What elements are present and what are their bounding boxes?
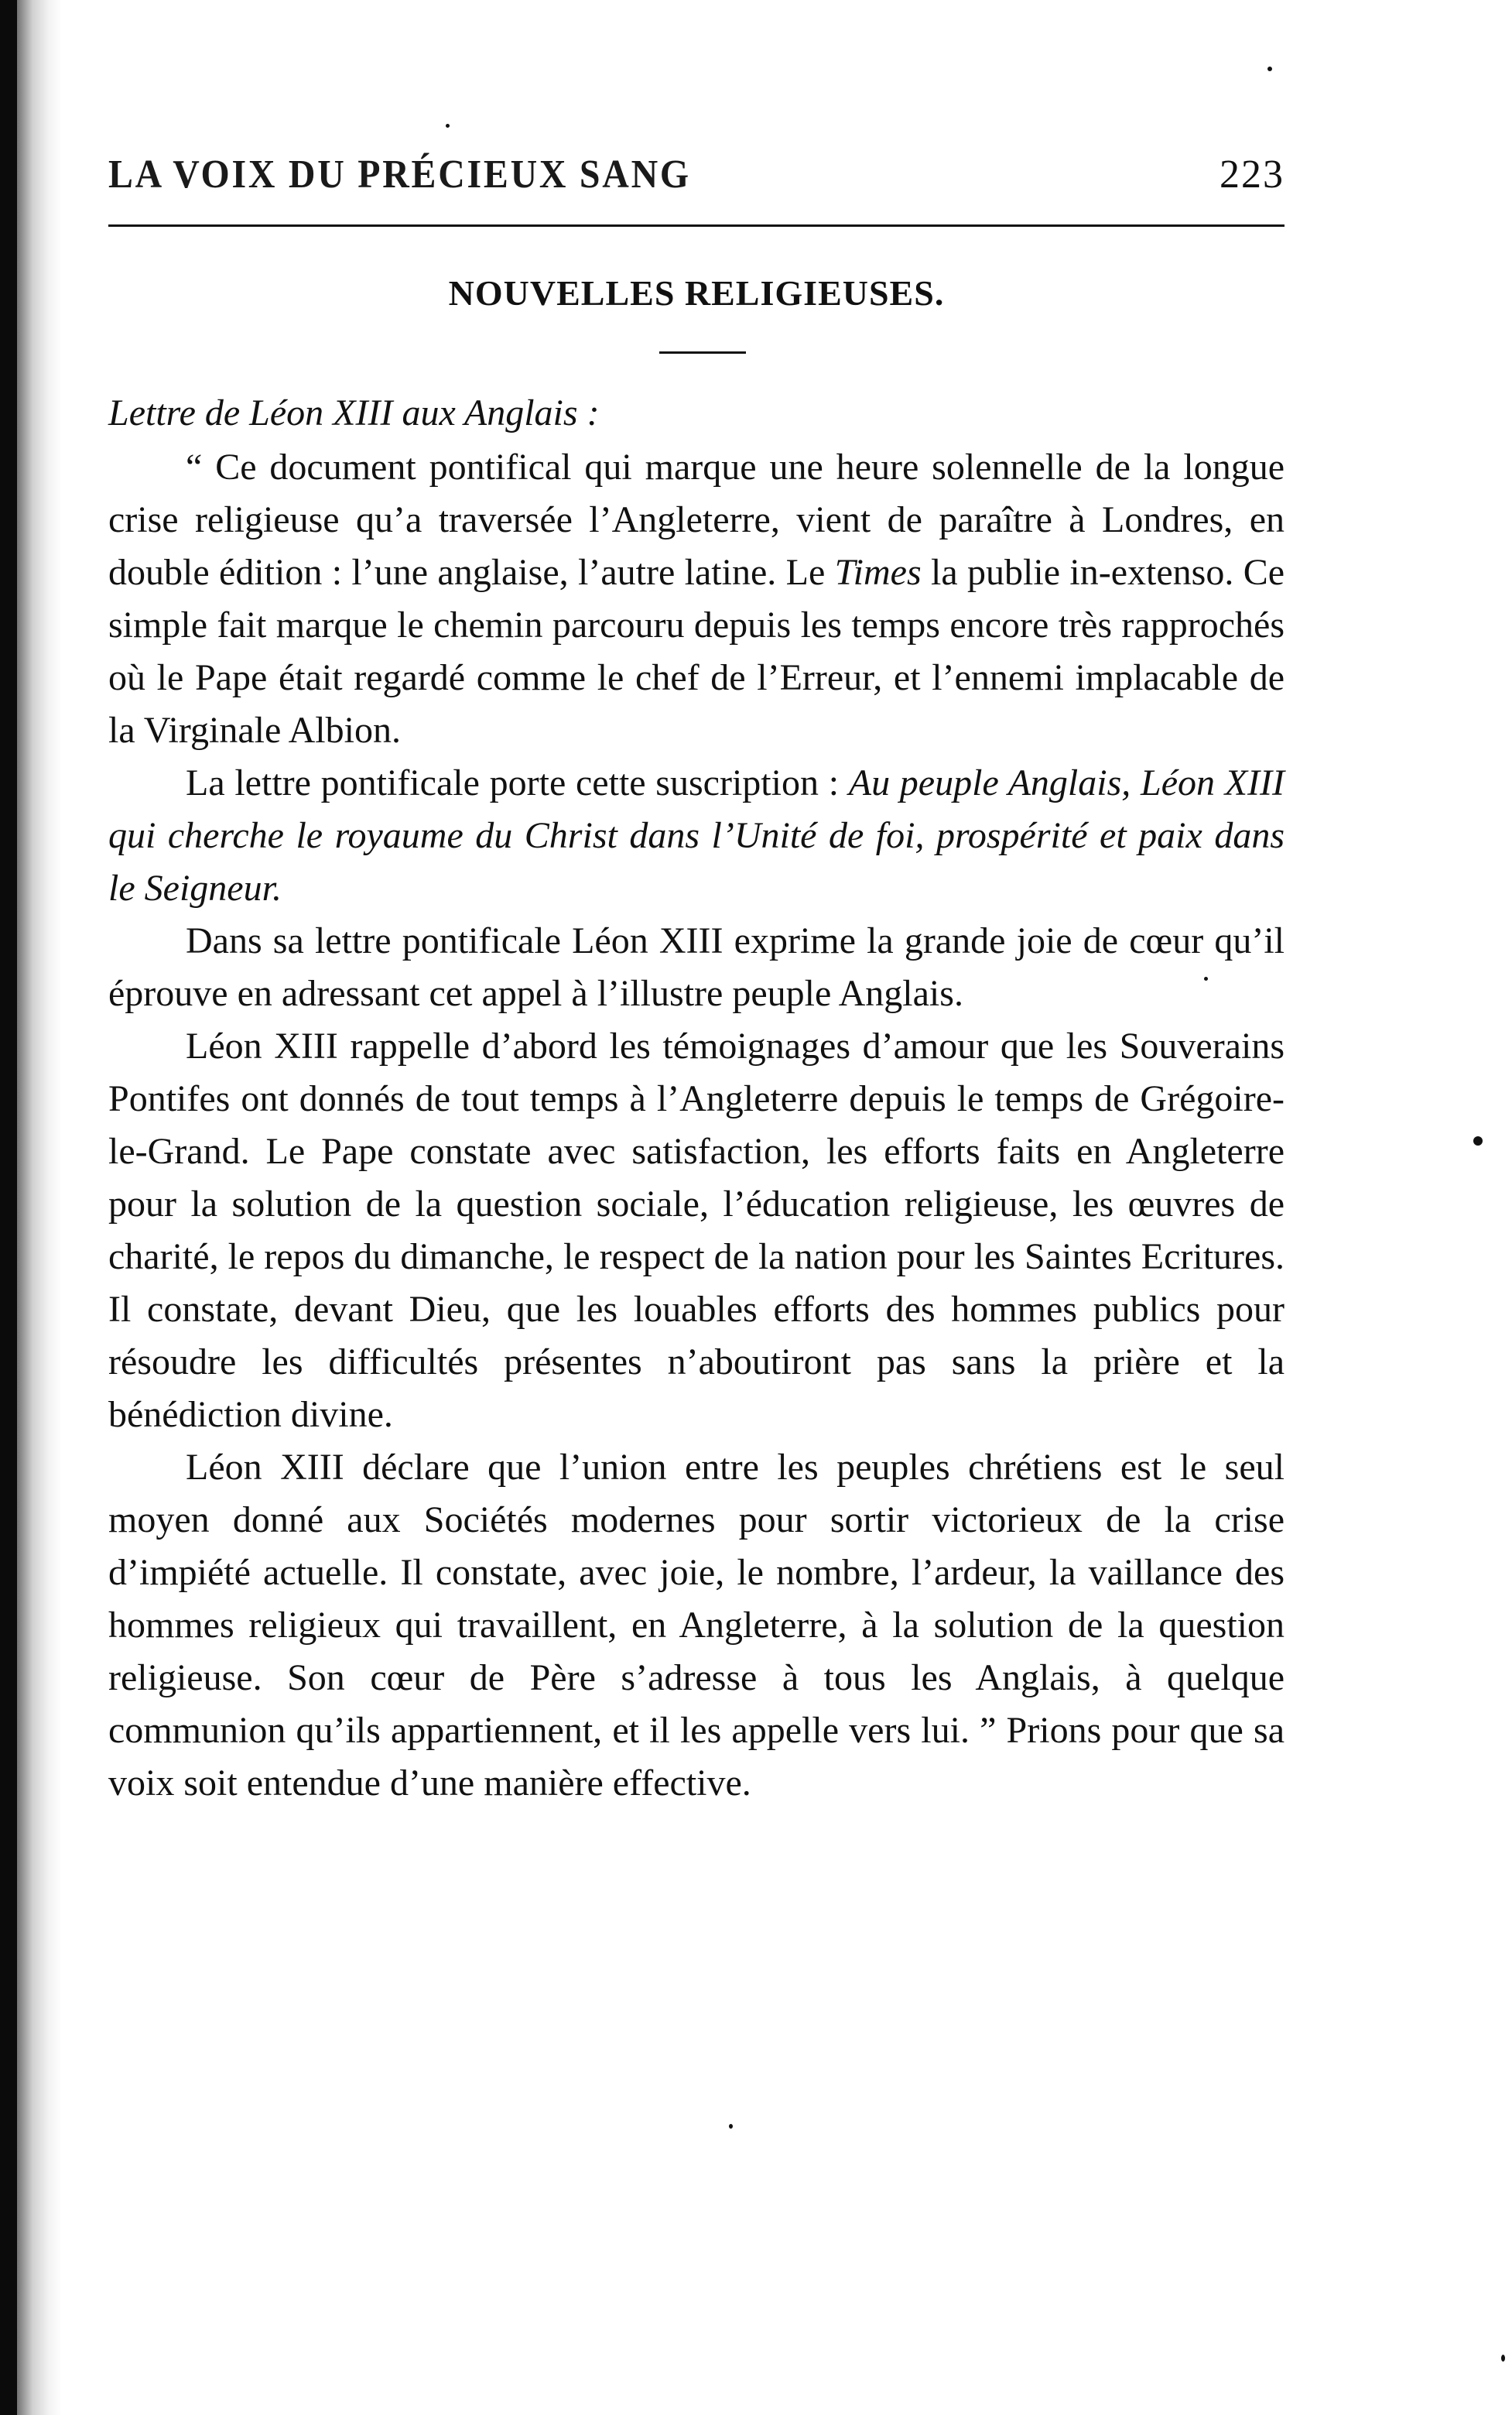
paragraph-2-lead: La lettre pontificale porte cette suscription : (186, 762, 840, 803)
binding-shadow (17, 0, 62, 2415)
paragraph-2 (108, 757, 1285, 915)
paragraph-1-rest: la publie in-extenso. Ce simple fait marque le chemin parcouru depuis les temps encore très rapprochés où le Pape était regardé comme le chef de l’Erreur, et l’ennemi implacable de la Virginale Albion. (108, 552, 1285, 751)
running-head (108, 152, 1285, 198)
paragraph-1-text: “ Ce document pontifical qui marque une heure solennelle de la longue crise religieuse qu’a traversée l’Angleterre, vient de paraître à Londres, en double édition : l’une anglaise, l’autre latine. (108, 447, 1285, 593)
article-body (108, 387, 1285, 1810)
running-title: LA VOIX DU PRÉCIEUX SANG (108, 152, 691, 197)
paragraph-5: Léon XIII déclare que l’union entre les peuples chrétiens est le seul moyen donné aux Sociétés modernes pour sortir victorieux de la crise d’impiété actuelle. Il constate, avec joie, le nombre, l’ardeur, la vaillance des hommes religieux qui travaillent, en Angleterre, à la solution de la question religieuse. Son cœur de Père s’adresse à tous les Anglais, à quelque communion qu’ils appartiennent, et il les appelle vers lui. ” Prions pour que sa voix soit entendue d’une manière effective. (108, 1447, 1285, 1804)
speck-mark (446, 124, 450, 128)
page-number: 223 (1220, 152, 1285, 197)
suscription-text: Au peuple Anglais, Léon XIII qui cherche le royaume du Christ dans l’Unité de foi, prospérité et paix dans le Seigneur. (108, 762, 1285, 909)
binding-edge (0, 0, 17, 2415)
speck-mark (1473, 1136, 1483, 1146)
speck-mark (1501, 2355, 1505, 2362)
article-intro: Lettre de Léon XIII aux Anglais : (108, 392, 600, 433)
speck-mark (1267, 67, 1272, 71)
times-title: Times (834, 552, 922, 593)
paragraph-1 (108, 441, 1285, 757)
section-divider (659, 351, 746, 354)
section-title: NOUVELLES RELIGIEUSES. (448, 273, 945, 313)
paragraph-1-le: Le (785, 552, 826, 593)
paragraph-4: Léon XIII rappelle d’abord les témoignages d’amour que les Souverains Pontifes ont donnés de tout temps à l’Angleterre depuis le temps de Grégoire-le-Grand. Le Pape constate avec satisfaction, les efforts faits en Angleterre pour la solution de la question sociale, l’éducation religieuse, les œuvres de charité, le repos du dimanche, le respect de la nation pour les Saintes Ecritures. Il constate, devant Dieu, que les louables efforts des hommes publics pour résoudre les difficultés présentes n’aboutiront pas sans la prière et la bénédiction divine. (108, 1026, 1285, 1435)
speck-mark (729, 2124, 733, 2129)
header-rule (108, 224, 1285, 227)
paragraph-3: Dans sa lettre pontificale Léon XIII exprime la grande joie de cœur qu’il éprouve en adressant cet appel à l’illustre peuple Anglais. (108, 920, 1285, 1014)
